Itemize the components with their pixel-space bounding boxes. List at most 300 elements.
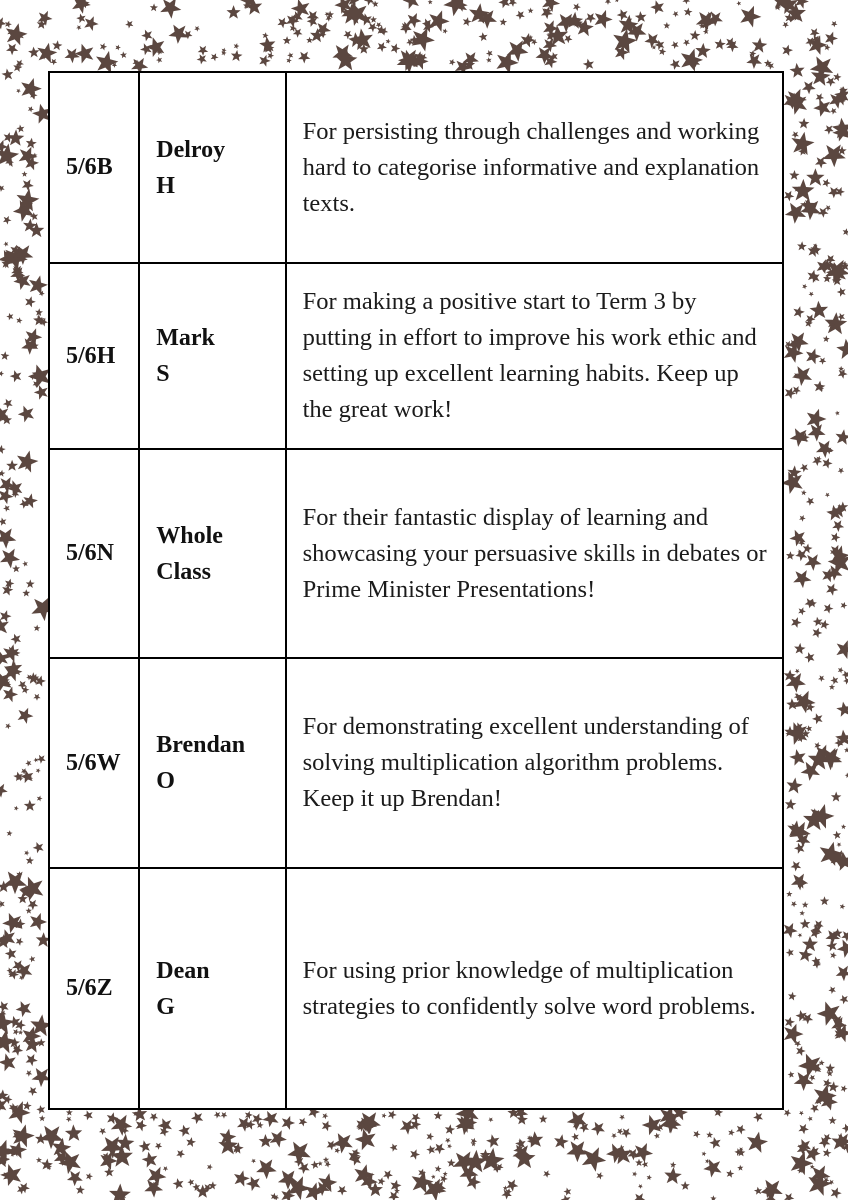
star-icon <box>654 1133 660 1139</box>
star-icon <box>335 1148 341 1154</box>
star-icon <box>802 936 818 951</box>
table-row <box>49 449 783 658</box>
student-last-initial: H <box>156 172 175 199</box>
star-icon <box>793 306 804 318</box>
star-icon <box>582 1147 606 1172</box>
star-icon <box>251 1159 256 1164</box>
star-icon <box>784 191 795 202</box>
star-icon <box>488 1117 493 1122</box>
table-row <box>49 868 783 1109</box>
star-icon <box>564 1188 572 1196</box>
class-cell: 5/6N <box>49 449 139 658</box>
star-icon <box>187 1179 194 1186</box>
star-icon <box>605 0 611 5</box>
star-icon <box>806 348 821 364</box>
star-icon <box>829 684 835 690</box>
star-icon <box>76 1185 85 1194</box>
star-icon <box>571 1133 579 1141</box>
star-icon <box>282 1116 295 1130</box>
star-icon <box>802 901 809 908</box>
star-icon <box>664 1167 682 1184</box>
star-icon <box>0 1164 21 1186</box>
star-icon <box>782 45 793 56</box>
star-icon <box>672 11 678 17</box>
star-icon <box>826 77 836 86</box>
star-icon <box>736 1 741 6</box>
star-icon <box>5 21 12 28</box>
star-icon <box>306 37 313 43</box>
star-icon <box>197 54 207 64</box>
star-icon <box>843 677 848 685</box>
star-icon <box>33 842 44 853</box>
star-icon <box>3 242 8 247</box>
star-icon <box>3 399 13 409</box>
star-icon <box>16 1001 32 1017</box>
star-icon <box>695 43 711 58</box>
star-icon <box>0 371 4 377</box>
student-first-name: Delroy <box>156 136 226 163</box>
star-icon <box>6 313 13 320</box>
star-icon <box>0 518 6 526</box>
star-icon <box>262 32 268 38</box>
star-icon <box>690 30 701 40</box>
star-icon <box>836 702 848 717</box>
star-icon <box>820 896 829 905</box>
star-icon <box>431 1174 436 1179</box>
star-icon <box>838 667 844 673</box>
star-icon <box>155 1143 162 1150</box>
star-icon <box>277 18 288 29</box>
star-icon <box>835 411 840 416</box>
star-icon <box>183 31 192 40</box>
star-icon <box>191 1112 203 1124</box>
star-icon <box>65 1124 82 1141</box>
star-icon <box>715 39 726 50</box>
star-icon <box>810 1104 819 1113</box>
star-icon <box>635 1159 643 1166</box>
star-icon <box>671 41 679 49</box>
star-icon <box>36 1157 42 1163</box>
star-icon <box>298 52 310 64</box>
star-icon <box>585 13 596 23</box>
star-icon <box>663 22 670 29</box>
star-icon <box>831 533 840 543</box>
star-icon <box>788 1071 795 1078</box>
star-icon <box>787 778 803 794</box>
star-icon <box>823 1148 832 1157</box>
star-icon <box>791 617 802 628</box>
star-icon <box>25 760 31 766</box>
star-icon <box>207 1164 213 1170</box>
star-icon <box>318 1161 323 1166</box>
star-icon <box>428 0 433 4</box>
star-icon <box>443 1171 448 1176</box>
star-icon <box>836 339 848 359</box>
star-icon <box>0 549 20 569</box>
star-icon <box>445 1138 451 1144</box>
star-icon <box>259 1134 273 1147</box>
star-icon <box>120 51 127 58</box>
star-icon <box>819 358 827 365</box>
star-icon <box>804 652 814 663</box>
star-icon <box>799 948 813 962</box>
star-icon <box>830 952 837 959</box>
star-icon <box>824 604 834 614</box>
star-icon <box>836 842 841 847</box>
star-icon <box>28 106 34 112</box>
star-icon <box>642 1115 662 1136</box>
student-last-initial: O <box>156 768 175 794</box>
star-icon <box>0 784 8 798</box>
star-icon <box>5 579 14 589</box>
star-icon <box>784 1024 804 1044</box>
star-icon <box>463 17 472 26</box>
star-icon <box>528 8 534 14</box>
star-icon <box>139 1140 151 1152</box>
star-icon <box>231 50 243 62</box>
star-icon <box>100 43 107 51</box>
star-icon <box>573 3 581 11</box>
star-icon <box>840 904 846 910</box>
star-icon <box>86 1173 93 1180</box>
star-icon <box>684 8 693 17</box>
star-icon <box>793 570 811 588</box>
star-icon <box>812 713 823 724</box>
star-icon <box>796 1046 806 1056</box>
star-icon <box>322 1113 328 1119</box>
student-name-cell <box>139 868 285 1109</box>
star-icon <box>710 1195 716 1200</box>
star-icon <box>39 1115 45 1121</box>
star-icon <box>726 1170 734 1178</box>
star-icon <box>24 800 36 811</box>
star-icon <box>2 584 13 595</box>
star-icon <box>822 179 830 188</box>
star-icon <box>178 1125 190 1137</box>
star-icon <box>256 1159 277 1179</box>
star-icon <box>343 31 352 40</box>
award-reason-cell: For persisting through challenges and working hard to categorise informative and explanation texts. <box>286 72 783 263</box>
star-icon <box>140 43 152 55</box>
student-name-cell <box>139 72 285 263</box>
star-icon <box>703 29 709 35</box>
star-icon <box>784 1193 794 1200</box>
star-icon <box>799 910 805 916</box>
star-icon <box>706 1131 713 1138</box>
star-icon <box>826 940 837 951</box>
star-icon <box>583 59 594 70</box>
star-icon <box>364 0 374 6</box>
star-icon <box>825 32 838 46</box>
star-icon <box>632 1171 637 1176</box>
star-icon <box>836 966 848 982</box>
star-icon <box>426 1145 435 1154</box>
star-icon <box>809 1075 816 1082</box>
star-icon <box>447 1144 452 1149</box>
star-icon <box>527 1131 544 1147</box>
star-icon <box>828 986 836 994</box>
star-icon <box>638 1184 643 1189</box>
star-icon <box>596 1172 603 1180</box>
star-icon <box>564 35 573 43</box>
star-icon <box>790 63 805 78</box>
star-icon <box>841 931 848 942</box>
star-icon <box>221 1112 228 1119</box>
star-icon <box>0 185 5 192</box>
star-icon <box>843 228 848 235</box>
star-icon <box>809 292 814 297</box>
star-icon <box>807 409 827 430</box>
star-icon <box>0 470 5 477</box>
star-icon <box>322 1121 332 1132</box>
star-icon <box>788 992 797 1001</box>
star-icon <box>839 995 848 1004</box>
star-icon <box>503 1185 508 1190</box>
star-icon <box>792 366 812 386</box>
star-icon <box>837 287 846 296</box>
star-icon <box>33 694 40 701</box>
star-icon <box>498 0 509 8</box>
star-icon <box>801 490 807 496</box>
star-icon <box>816 93 825 102</box>
star-icon <box>812 628 822 638</box>
star-icon <box>109 1184 131 1200</box>
star-icon <box>783 923 798 938</box>
star-icon <box>35 308 43 316</box>
star-icon <box>262 1111 278 1127</box>
star-icon <box>5 723 11 729</box>
award-reason-cell: For their fantastic display of learning and showcasing your persuasive skills in debates or Prime Minister Presentations! <box>286 449 783 658</box>
star-icon <box>619 1115 625 1121</box>
star-icon <box>740 6 761 28</box>
star-icon <box>76 25 81 30</box>
star-icon <box>7 830 13 836</box>
star-icon <box>65 48 80 63</box>
star-icon <box>785 203 806 224</box>
star-icon <box>670 59 681 70</box>
star-icon <box>683 39 690 46</box>
star-icon <box>810 56 833 79</box>
star-icon <box>194 26 200 32</box>
star-icon <box>795 669 800 674</box>
star-icon <box>805 554 822 571</box>
star-icon <box>6 44 18 56</box>
star-icon <box>411 1113 421 1122</box>
star-icon <box>36 1105 45 1114</box>
star-icon <box>267 52 274 59</box>
class-cell: 5/6Z <box>49 868 139 1109</box>
star-icon <box>149 1113 158 1121</box>
star-icon <box>816 441 834 459</box>
star-icon <box>842 671 848 679</box>
star-icon <box>836 429 848 445</box>
star-icon <box>10 370 22 382</box>
star-icon <box>754 1187 762 1195</box>
star-icon <box>792 131 799 138</box>
star-icon <box>818 675 825 682</box>
star-icon <box>747 1132 768 1153</box>
star-icon <box>833 831 841 839</box>
star-icon <box>245 1111 253 1119</box>
star-icon <box>2 69 14 81</box>
star-icon <box>211 53 219 61</box>
star-icon <box>323 1157 329 1163</box>
student-first-name: Brendan <box>156 732 246 758</box>
star-icon <box>841 602 848 609</box>
star-icon <box>809 35 828 55</box>
star-icon <box>784 1109 792 1117</box>
star-icon <box>84 16 98 31</box>
star-icon <box>176 1150 185 1159</box>
star-icon <box>785 1017 795 1028</box>
star-icon <box>22 589 30 596</box>
star-icon <box>443 0 467 16</box>
star-icon <box>615 0 620 2</box>
star-icon <box>670 1162 676 1168</box>
star-icon <box>386 39 391 44</box>
star-icon <box>29 956 36 963</box>
star-icon <box>0 1053 16 1071</box>
star-icon <box>388 1110 397 1119</box>
star-icon <box>270 1130 287 1147</box>
star-icon <box>104 1167 114 1177</box>
star-icon <box>785 799 797 810</box>
star-icon <box>160 0 181 19</box>
star-icon <box>617 9 628 21</box>
star-icon <box>99 1128 106 1135</box>
star-icon <box>802 284 807 289</box>
star-icon <box>828 1116 836 1124</box>
star-icon <box>83 1110 93 1120</box>
student-last-initial: S <box>156 361 170 387</box>
star-icon <box>798 118 809 129</box>
star-icon <box>445 1124 455 1134</box>
star-icon <box>26 1054 38 1066</box>
class-cell: 5/6H <box>49 263 139 449</box>
star-icon <box>52 40 62 50</box>
star-icon <box>0 445 6 454</box>
star-icon <box>221 50 226 56</box>
star-icon <box>332 1133 353 1153</box>
star-icon <box>621 1128 631 1138</box>
star-icon <box>16 125 24 133</box>
star-icon <box>789 749 805 766</box>
star-icon <box>186 1137 196 1147</box>
star-icon <box>234 43 240 49</box>
star-icon <box>682 0 690 4</box>
star-icon <box>831 21 838 27</box>
star-icon <box>798 607 806 615</box>
star-icon <box>3 687 18 703</box>
star-icon <box>14 806 19 811</box>
star-icon <box>169 25 189 44</box>
star-icon <box>34 625 41 632</box>
class-cell: 5/6W <box>49 658 139 868</box>
star-icon <box>26 856 34 864</box>
star-icon <box>16 317 22 323</box>
star-icon <box>115 45 121 51</box>
star-icon <box>782 22 789 28</box>
star-icon <box>789 170 799 180</box>
table-row <box>49 72 783 263</box>
star-icon <box>486 1134 499 1148</box>
star-icon <box>611 1133 617 1139</box>
star-icon <box>806 497 815 506</box>
star-icon <box>227 5 241 19</box>
star-icon <box>841 1085 848 1092</box>
star-icon <box>150 3 158 11</box>
star-icon <box>786 891 792 897</box>
star-icon <box>355 1129 376 1151</box>
star-icon <box>831 1187 842 1198</box>
student-name-cell <box>139 658 285 868</box>
star-icon <box>508 0 517 7</box>
star-icon <box>5 948 17 960</box>
student-first-name: Mark <box>156 325 215 351</box>
star-icon <box>36 768 41 773</box>
star-icon <box>26 1070 33 1077</box>
star-icon <box>26 579 35 588</box>
star-icon <box>252 1113 263 1124</box>
star-icon <box>807 1116 812 1122</box>
star-icon <box>26 908 33 914</box>
star-icon <box>136 1120 148 1132</box>
star-icon <box>435 1165 442 1172</box>
star-icon <box>0 610 12 622</box>
star-icon <box>67 1171 83 1186</box>
student-first-name: Dean <box>156 957 210 984</box>
star-icon <box>736 1125 746 1135</box>
star-icon <box>521 33 535 48</box>
star-icon <box>830 108 837 115</box>
star-icon <box>635 11 647 22</box>
star-icon <box>17 451 38 473</box>
star-icon <box>647 1175 652 1181</box>
star-icon <box>3 216 12 225</box>
star-icon <box>25 296 36 307</box>
star-icon <box>825 493 830 498</box>
star-icon <box>13 1029 20 1036</box>
star-icon <box>173 1178 184 1189</box>
star-icon <box>24 850 29 856</box>
star-icon <box>833 73 841 81</box>
star-icon <box>813 99 830 117</box>
star-icon <box>443 28 448 34</box>
star-icon <box>831 792 842 802</box>
star-icon <box>16 938 24 946</box>
star-icon <box>799 515 806 522</box>
award-reason-cell: For making a positive start to Term 3 by putting in effort to improve his work ethic and setting up excellent learning habits. Keep up the great work! <box>286 263 783 449</box>
star-icon <box>844 747 848 753</box>
star-icon <box>28 1087 37 1096</box>
star-icon <box>30 913 47 931</box>
star-icon <box>693 1130 701 1138</box>
star-icon <box>798 933 803 938</box>
student-last-initial: G <box>156 993 175 1020</box>
star-icon <box>237 1117 252 1132</box>
star-icon <box>681 1181 690 1190</box>
star-icon <box>22 561 28 567</box>
star-icon <box>634 1143 654 1163</box>
star-icon <box>283 36 292 44</box>
star-icon <box>434 1111 443 1120</box>
star-icon <box>391 43 401 53</box>
star-icon <box>403 0 420 9</box>
award-reason-cell: For using prior knowledge of multiplication strategies to confidently solve word problems. <box>286 868 783 1109</box>
star-icon <box>0 528 16 548</box>
star-icon <box>142 1152 158 1168</box>
star-icon <box>22 171 28 177</box>
